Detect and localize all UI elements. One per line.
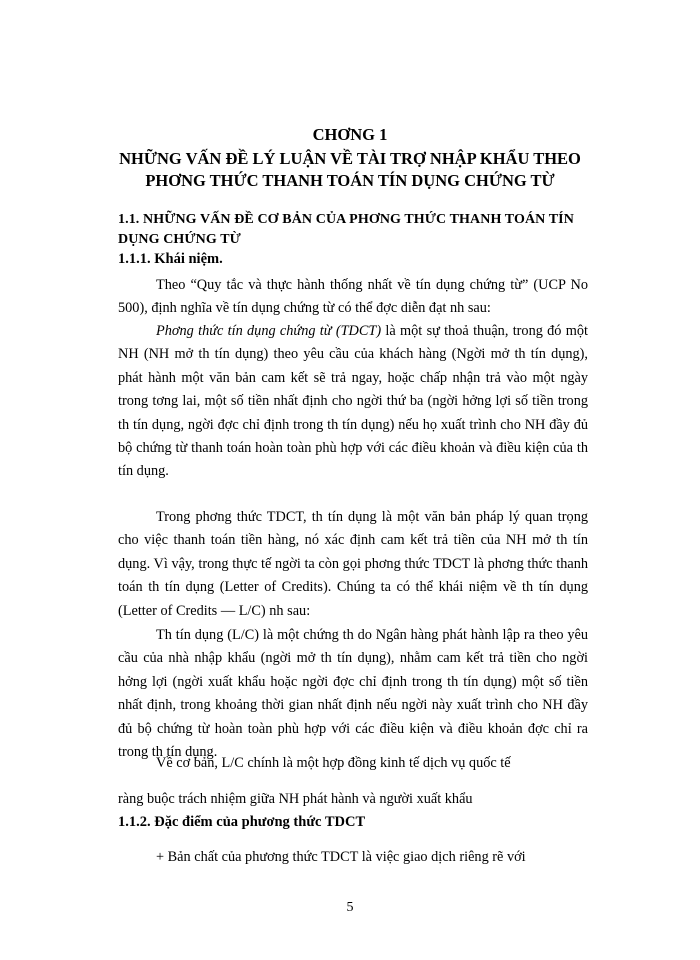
section-1-1-heading-line-2: DỤNG CHỨNG TỪ <box>118 232 241 247</box>
paragraph-lc-basic-continued: ràng buộc trách nhiệm giữa NH phát hành và người xuất khẩu <box>118 791 473 807</box>
paragraph-letter-of-credit-role: Trong phơng thức TDCT, th tín dụng là một văn bản pháp lý quan trọng cho việc thanh toán tiền hàng, nó xác định cam kết trả tiền của NH mở th tín dụng. Vì vậy, trong thực tế ngời ta còn gọi phơng thức TDCT là phơng thức thanh toán th tín dụng (Letter of Credits). Chúng ta có thể khái niệm về th tín dụng (Letter of Credits — L/C) nh sau: <box>118 509 588 619</box>
paragraph-tdct-nature: + Bản chất của phương thức TDCT là việc giao dịch riêng rẽ với <box>156 849 526 865</box>
section-1-1-2-heading: 1.1.2. Đặc điểm của phương thức TDCT <box>118 814 366 830</box>
tdct-definition-text: là một sự thoả thuận, trong đó một NH (NH mở th tín dụng) theo yêu cầu của khách hàng (Ngời mở th tín dụng), phát hành một văn bản cam kết sẽ trả ngay, hoặc chấp nhận trả vào một ngày trong tơng lai, một số tiền nhất định cho ngời thứ ba (ngời hởng lợi số tiền trong th tín dụng, ngời đợc chỉ định trong th tín dụng) nếu họ xuất trình cho NH đầy đủ bộ chứng từ thanh toán hoàn toàn phù hợp với các điều khoản và điều kiện của th tín dụng. <box>118 323 588 480</box>
chapter-title-line-1: NHỮNG VẤN ĐỀ LÝ LUẬN VỀ TÀI TRỢ NHẬP KHẨU THEO <box>119 149 581 168</box>
paragraph-lc-basic: Về cơ bản, L/C chính là một hợp đồng kinh tế dịch vụ quốc tế <box>156 755 511 771</box>
paragraph-ucp-definition: Theo “Quy tắc và thực hành thống nhất về tín dụng chứng từ” (UCP No 500), định nghĩa về tín dụng chứng từ có thể đợc diễn đạt nh sau: <box>118 277 588 317</box>
section-1-1-heading-line-1: 1.1. NHỮNG VẤN ĐỀ CƠ BẢN CỦA PHƠNG THỨC THANH TOÁN TÍN <box>118 212 574 227</box>
chapter-label: CHƠNG 1 <box>312 125 388 144</box>
chapter-title-line-2: PHƠNG THỨC THANH TOÁN TÍN DỤNG CHỨNG TỪ <box>145 171 555 190</box>
paragraph-tdct-definition <box>118 320 588 484</box>
tdct-term: Phơng thức tín dụng chứng từ (TDCT) <box>156 323 382 339</box>
paragraph-lc-definition: Th tín dụng (L/C) là một chứng th do Ngân hàng phát hành lập ra theo yêu cầu của nhà nhập khẩu (ngời mở th tín dụng), nhằm cam kết trả tiền cho ngời hởng lợi (ngời xuất khẩu hoặc ngời đợc chỉ định trong th tín dụng) một số tiền nhất định, trong khoảng thời gian nhất định nếu ngời này xuất trình cho NH đầy đủ bộ chứng từ hoàn toàn phù hợp với các điều kiện và điều khoản đợc chỉ ra trong th tín dụng. <box>118 627 588 761</box>
section-1-1-heading <box>118 210 588 250</box>
page-number: 5 <box>346 900 354 915</box>
section-1-1-1-heading: 1.1.1. Khái niệm. <box>118 251 223 267</box>
